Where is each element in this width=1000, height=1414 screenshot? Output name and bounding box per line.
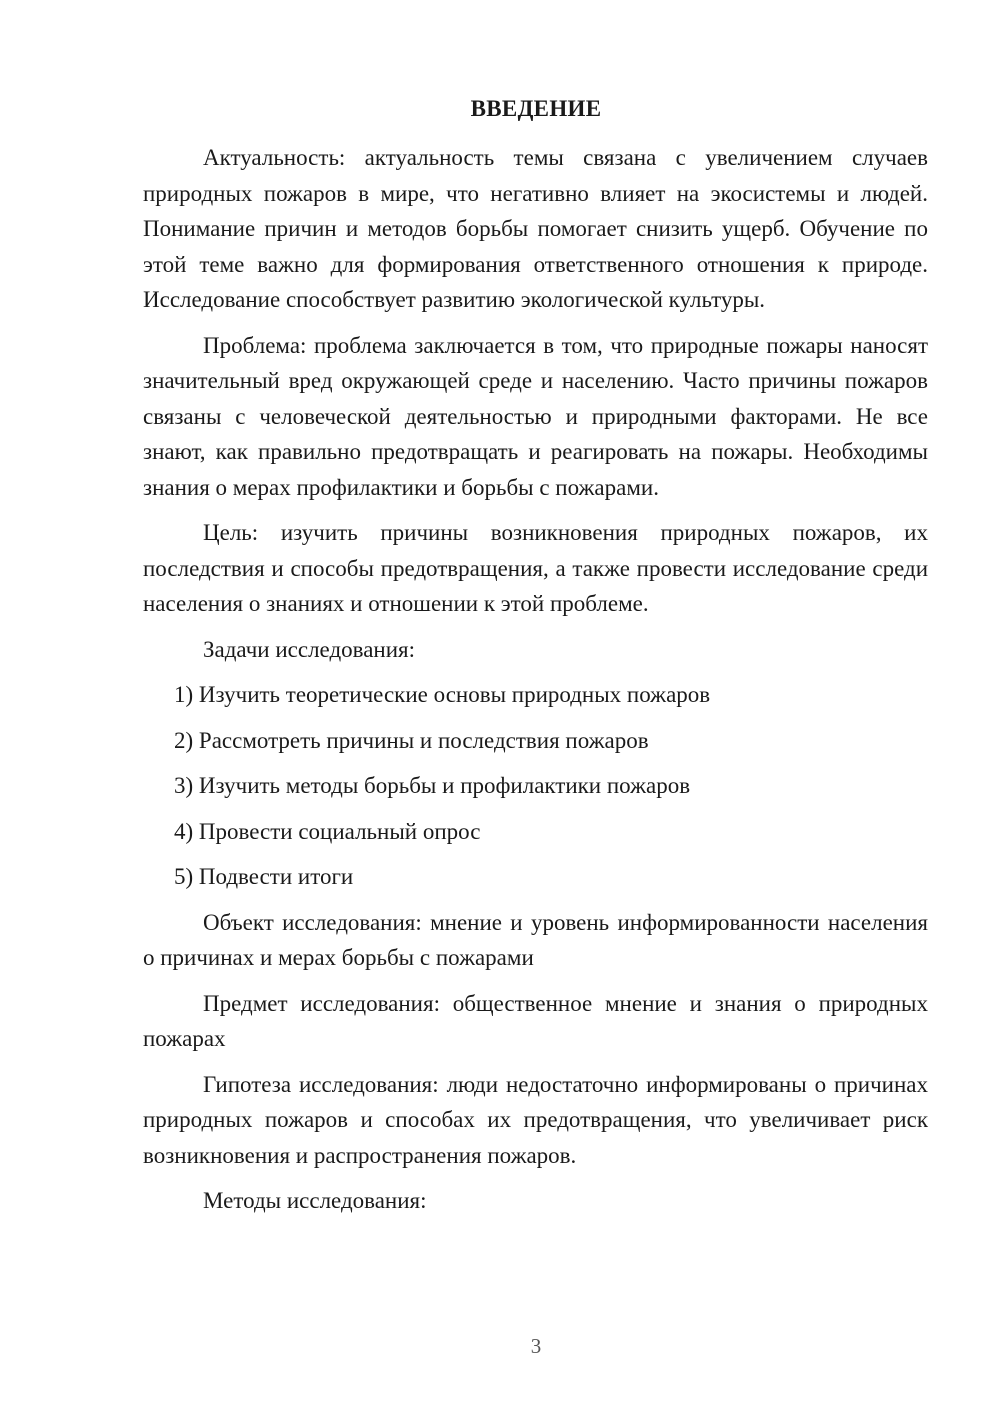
hypothesis-paragraph: Гипотеза исследования: люди недостаточно информированы о причинах природных пожаров и способах их предотвращения, что увеличивает риск возникновения и распространения пожаров. (143, 1071, 928, 1168)
object-paragraph: Объект исследования: мнение и уровень информированности населения о причинах и мерах борьбы с пожарами (143, 909, 928, 970)
task-item: 2) Рассмотреть причины и последствия пожаров (174, 727, 649, 753)
page-title: ВВЕДЕНИЕ (470, 96, 602, 121)
document-body (143, 140, 928, 1229)
goal-paragraph: Цель: изучить причины возникновения природных пожаров, их последствия и способы предотвращения, а также провести исследование среди населения о знаниях и отношении к этой проблеме. (143, 520, 928, 616)
task-item: 4) Провести социальный опрос (174, 818, 481, 844)
page-number: 3 (530, 1334, 542, 1358)
tasks-heading: Задачи исследования: (203, 636, 416, 662)
subject-paragraph: Предмет исследования: общественное мнение и знания о природных пожарах (143, 990, 928, 1051)
problem-paragraph: Проблема: проблема заключается в том, что природные пожары наносят значительный вред окружающей среде и населению. Часто причины пожаров связаны с человеческой деятельностью и природными факторами. Не все знают, как правильно предотвращать и реагировать на пожары. Необходимы знания о мерах профилактики и борьбы с пожарами. (143, 332, 928, 500)
task-item: 1) Изучить теоретические основы природных пожаров (174, 682, 711, 707)
task-item: 5) Подвести итоги (174, 864, 354, 889)
relevance-paragraph: Актуальность: актуальность темы связана с увеличением случаев природных пожаров в мире, что негативно влияет на экосистемы и людей. Понимание причин и методов борьбы помогает снизить ущерб. Обучение по этой теме важно для формирования ответственного отношения к природе. Исследование способствует развитию экологической культуры. (143, 145, 928, 312)
methods-heading: Методы исследования: (203, 1188, 427, 1213)
task-item: 3) Изучить методы борьбы и профилактики пожаров (174, 773, 691, 798)
